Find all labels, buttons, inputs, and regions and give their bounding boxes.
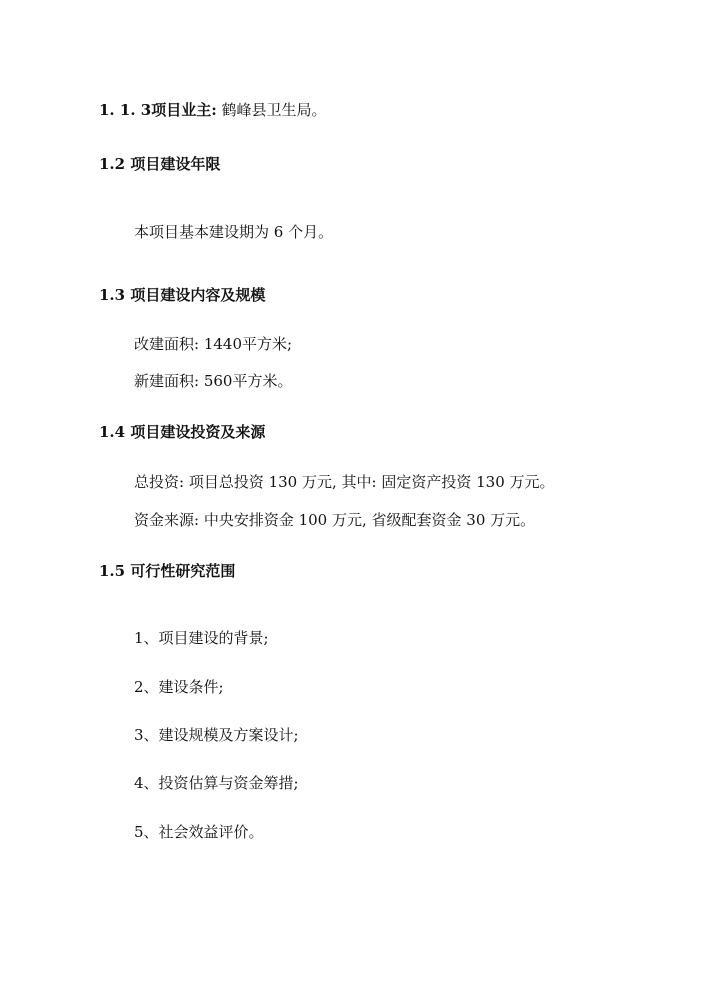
scale-item-new-build: 新建面积: 560平方米。 bbox=[134, 372, 293, 390]
investment-item-source: 资金来源: 中央安排资金 100 万元, 省级配套资金 30 万元。 bbox=[134, 511, 536, 529]
section-heading-investment: 1.4 项目建设投资及来源 bbox=[99, 423, 266, 441]
project-owner-line bbox=[99, 100, 327, 120]
section-heading-period: 1.2 项目建设年限 bbox=[99, 155, 221, 173]
scope-item-1: 1、项目建设的背景; bbox=[134, 629, 269, 647]
section-heading-scope: 1.5 可行性研究范围 bbox=[99, 562, 236, 580]
scope-item-3: 3、建设规模及方案设计; bbox=[134, 726, 299, 744]
project-owner-label: 1. 1. 3项目业主: bbox=[99, 101, 217, 119]
section-heading-scale: 1.3 项目建设内容及规模 bbox=[99, 286, 266, 304]
project-owner-value: 鹤峰县卫生局。 bbox=[221, 101, 327, 119]
scope-item-4: 4、投资估算与资金筹措; bbox=[134, 774, 299, 792]
scope-item-5: 5、社会效益评价。 bbox=[134, 823, 264, 841]
investment-item-total: 总投资: 项目总投资 130 万元, 其中: 固定资产投资 130 万元。 bbox=[134, 473, 555, 491]
scope-item-2: 2、建设条件; bbox=[134, 678, 224, 696]
period-text: 本项目基本建设期为 6 个月。 bbox=[134, 223, 334, 241]
scale-item-renovation: 改建面积: 1440平方米; bbox=[134, 335, 293, 353]
